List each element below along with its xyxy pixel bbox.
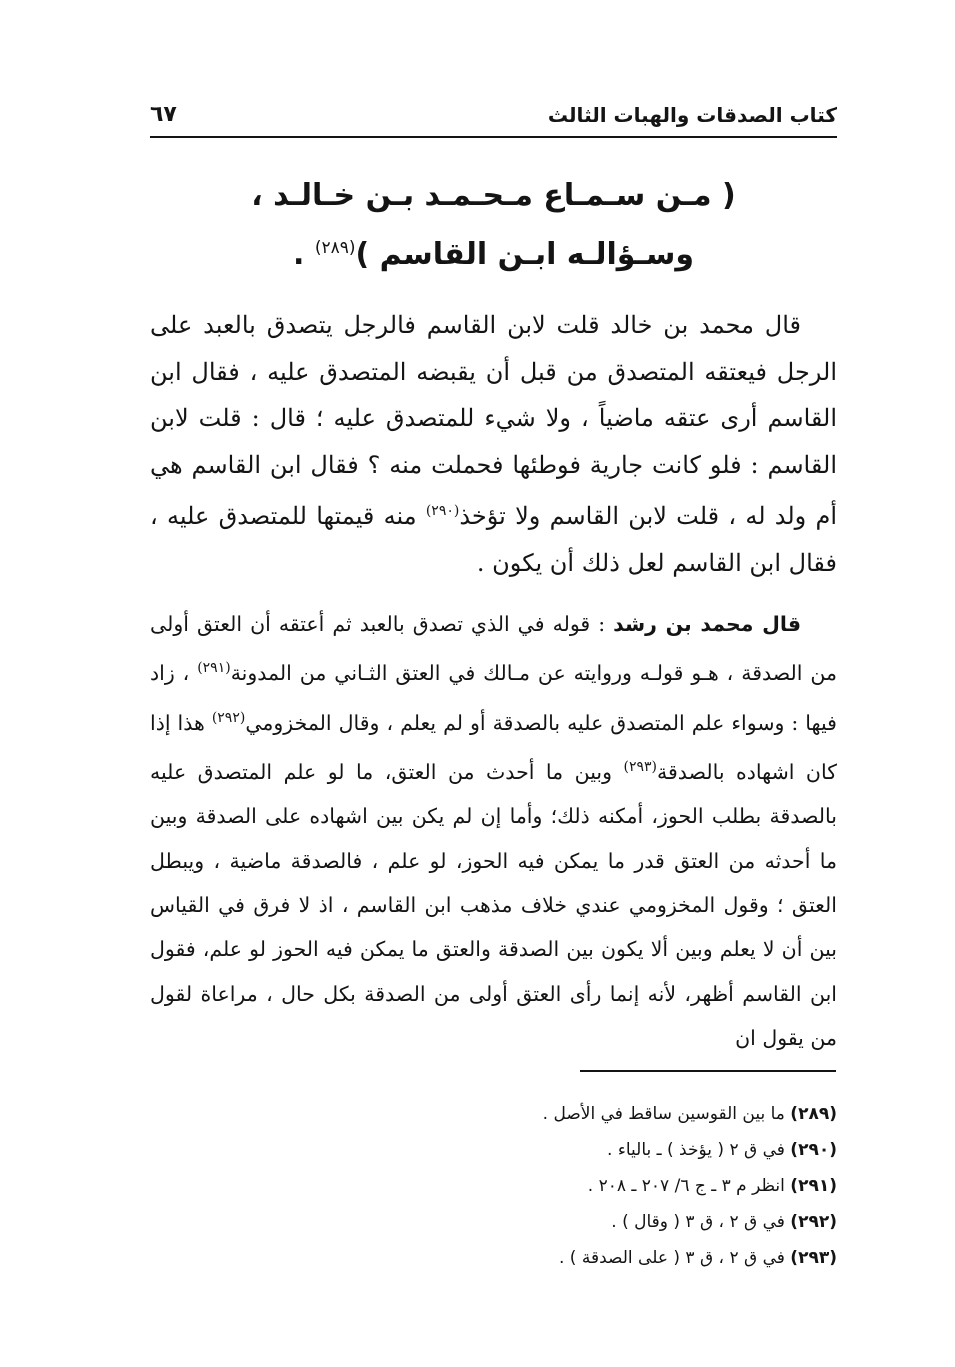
footnote-text: في ق ٢ ( يؤخذ ) ـ بالياء . [607,1140,785,1160]
footnote-ref-291: (٢٩١) [197,660,231,677]
footnote-ref-289: (٢٨٩) [314,238,356,258]
footnote-ref-293: (٢٩٣) [623,758,658,775]
paragraph-1-text-after-ref: منه قيمتها للمتصدق عليه ، فقال ابن القاسم لعل ذلك أن يكون . [150,502,837,577]
section-title-line-2-text: وسـؤالـه ابـن القاسم ) [355,237,695,272]
footnote-number: (٢٩١) [790,1176,837,1196]
footnotes-list [150,1096,837,1276]
section-title-line-1: ( مـن سـمـاع مـحـمـد بـن خـالـد ، [251,178,736,213]
paragraph-1 [150,302,837,586]
footnote-ref-292: (٢٩٢) [211,709,246,726]
page-number: ٦٧ [150,102,177,127]
footnote-number: (٢٨٩) [790,1104,837,1124]
running-title: كتاب الصدقات والهبات الثالث [547,103,837,127]
paragraph-2-seg-4: وبين ما أحدث من العتق، ما لو علم المتصدق عليه بالصدقة بطلب الحوز، أمكنه ذلك؛ وأما إن لم يكن بين اشهاده على الصدقة وبين ما أحدثه من العتق قدر ما يمكن فيه الحوز، لو علم ، فالصدقة ماضية ، ويبطل العتق ؛ وقول المخزومي عندي خلاف مذهب ابن القاسم ، اذ لا فرق في القياس بين أن لا يعلم وبين ألا يكون بين الصدقة والعتق ما يمكن فيه الحوز لو علم، فقول ابن القاسم أظهر، لأنه إنما رأى العتق أولى من الصدقة بكل حال ، مراعاة لقول من يقول ان [150,759,837,1051]
footnote-text: في ق ٢ ، ق ٣ ( وقال ) . [611,1212,785,1232]
footnote-number: (٢٩٢) [790,1212,837,1232]
footnote-289 [150,1096,837,1132]
paragraph-1-body [150,302,837,586]
footnote-293 [150,1240,837,1276]
section-title-end: . [292,237,305,272]
footnote-292 [150,1204,837,1240]
footnote-number: (٢٩٣) [790,1248,837,1268]
paragraph-1-text: قال محمد بن خالد قلت لابن القاسم فالرجل يتصدق بالعبد على الرجل فيعتقه المتصدق من قبل أن يقبضه المتصدق عليه ، فقال ابن القاسم أرى عتقه ماضياً ، ولا شيء للمتصدق عليه ؛ قال : قلت لابن القاسم : فلو كانت جارية فوطئها فحملت منه ؟ فقال ابن القاسم هي أم ولد له ، قلت لابن القاسم ولا تؤخذ [150,311,837,530]
footnote-number: (٢٩٠) [790,1140,837,1160]
footnote-text: ما بين القوسين ساقط في الأصل . [542,1104,785,1124]
paragraph-2-seg-3: هذا إذا كان اشهاده بالصدقة [150,710,837,784]
paragraph-2-seg-2: ، زاد فيها : وسواء علم المتصدق عليه بالصدقة أو لم يعلم ، وقال المخزومي [150,661,837,735]
section-title [150,170,837,281]
footnote-ref-290: (٢٩٠) [425,503,460,519]
footnote-291 [150,1168,837,1204]
paragraph-2-body [150,602,837,1061]
footnote-text: في ق ٢ ، ق ٣ ( على الصدقة ) . [558,1248,785,1268]
page-header [150,100,837,130]
commentary-lead: قال محمد بن رشد [613,612,801,636]
paragraph-2 [150,602,837,1061]
section-title-line-2 [150,222,837,281]
footnote-rule [580,1070,836,1072]
footnote-text: انظر م ٣ ـ ج ٦/ ٢٠٧ ـ ٢٠٨ . [587,1176,785,1196]
paragraph-2-seg-1: : قوله في الذي تصدق بالعبد ثم أعتقه أن العتق أولى من الصدقة ، هـو قولـه وروايته عن مـالك في العتق الثـاني من المدونة [150,612,837,686]
header-rule [150,136,837,138]
footnote-290 [150,1132,837,1168]
